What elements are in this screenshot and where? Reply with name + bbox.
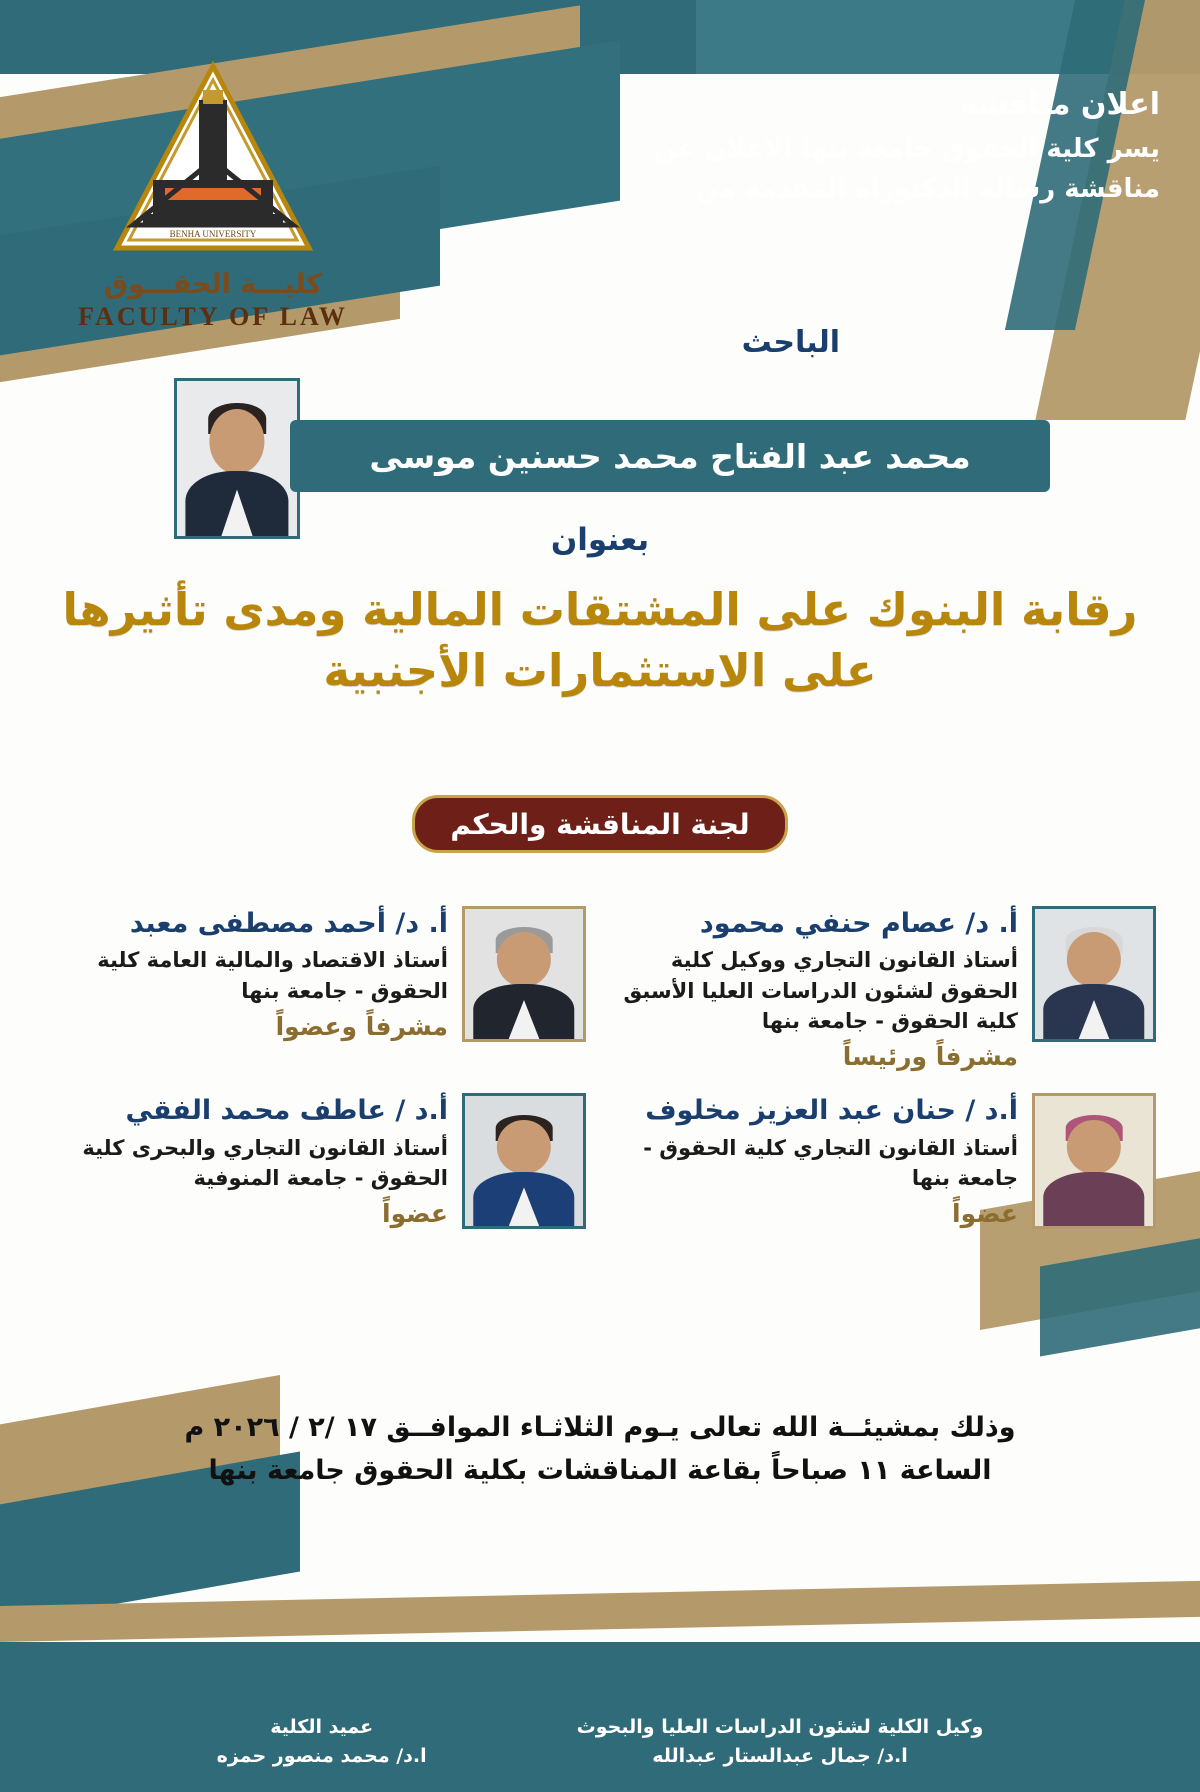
member-name: أ.د / عاطف محمد الفقي (125, 1095, 448, 1127)
member-photo (462, 906, 586, 1042)
avatar (1035, 1096, 1153, 1226)
event-time-location: الساعة ١١ صباحاً بقاعة المناقشات بكلية الحقوق جامعة بنها (208, 1454, 992, 1486)
member-info (44, 906, 448, 1041)
member-info (44, 1093, 448, 1228)
member-info (614, 906, 1018, 1071)
member-photo (462, 1093, 586, 1229)
member-photo (1032, 1093, 1156, 1229)
member-info (614, 1093, 1018, 1228)
committee-member (600, 900, 1170, 1077)
researcher-photo (174, 378, 300, 539)
event-datetime (60, 1406, 1140, 1492)
thesis-title: رقابة البنوك على المشتقات المالية ومدى تأثيرها على الاستثمارات الأجنبية (62, 583, 1138, 697)
footer-vice-dean (577, 1713, 984, 1770)
member-description: أستاذ الاقتصاد والمالية العامة كلية الحقوق - جامعة بنها (97, 948, 448, 1003)
avatar (177, 381, 297, 536)
member-name: أ. د/ أحمد مصطفى معبد (129, 908, 448, 939)
footer-dean (217, 1713, 427, 1770)
member-role: مشرفاً ورئيساً (842, 1042, 1018, 1072)
announcement-title: اعلان مناقشه (959, 87, 1160, 122)
researcher-name: محمد عبد الفتاح محمد حسنين موسى (369, 436, 971, 476)
committee-member (30, 1087, 600, 1235)
svg-text:BENHA UNIVERSITY: BENHA UNIVERSITY (169, 229, 257, 239)
title-prefix: بعنوان (550, 522, 650, 558)
researcher-name-bar (290, 420, 1050, 492)
vice-dean-title: وكيل الكلية لشئون الدراسات العليا والبحوث (576, 1716, 984, 1738)
dean-title: عميد الكلية (270, 1716, 374, 1738)
member-role: عضواً (952, 1199, 1018, 1229)
member-name: أ. د/ عصام حنفي محمود (699, 908, 1018, 939)
member-description: أستاذ القانون التجاري ووكيل كلية الحقوق لشئون الدراسات العليا الأسبق كلية الحقوق - جامعة بنها (623, 948, 1018, 1033)
faculty-name-english: FACULTY OF LAW (78, 302, 348, 331)
benha-university-logo (113, 60, 313, 255)
committee-badge (412, 795, 788, 853)
committee-member (30, 900, 600, 1077)
member-role: عضواً (382, 1199, 448, 1229)
member-name: أ.د / حنان عبد العزيز مخلوف (645, 1095, 1018, 1127)
announcement-subtitle-1: يسر كلية الحقوق جامعة بنها الاعلان عن (654, 133, 1160, 164)
avatar (465, 1096, 583, 1226)
member-description: أستاذ القانون التجاري والبحرى كلية الحقوق - جامعة المنوفية (82, 1135, 448, 1190)
event-date: وذلك بمشيئــة الله تعالى يـوم الثلاثـاء الموافــق ١٧ /٢ / ٢٠٢٦ م (184, 1411, 1016, 1443)
poster-footer (0, 1713, 1200, 1770)
committee-member (600, 1087, 1170, 1235)
avatar (465, 909, 583, 1039)
dean-name: ا.د/ محمد منصور حمزه (216, 1744, 427, 1767)
university-logo-block (48, 60, 378, 332)
vice-dean-name: ا.د/ جمال عبدالستار عبدالله (652, 1744, 908, 1767)
committee-members (30, 900, 1170, 1235)
announcement-subtitle-2: مناقشة رسالة الدكتوراه المقدمة من (696, 173, 1160, 204)
faculty-name-arabic: كليـــة الحقـــوق (103, 269, 323, 300)
member-description: أستاذ القانون التجاري كلية الحقوق - جامعة بنها (643, 1135, 1018, 1190)
researcher-label: الباحث (741, 325, 840, 360)
announcement-header (520, 82, 1160, 209)
committee-badge-label: لجنة المناقشة والحكم (450, 807, 750, 841)
member-photo (1032, 906, 1156, 1042)
avatar (1035, 909, 1153, 1039)
member-role: مشرفاً وعضواً (275, 1011, 448, 1041)
